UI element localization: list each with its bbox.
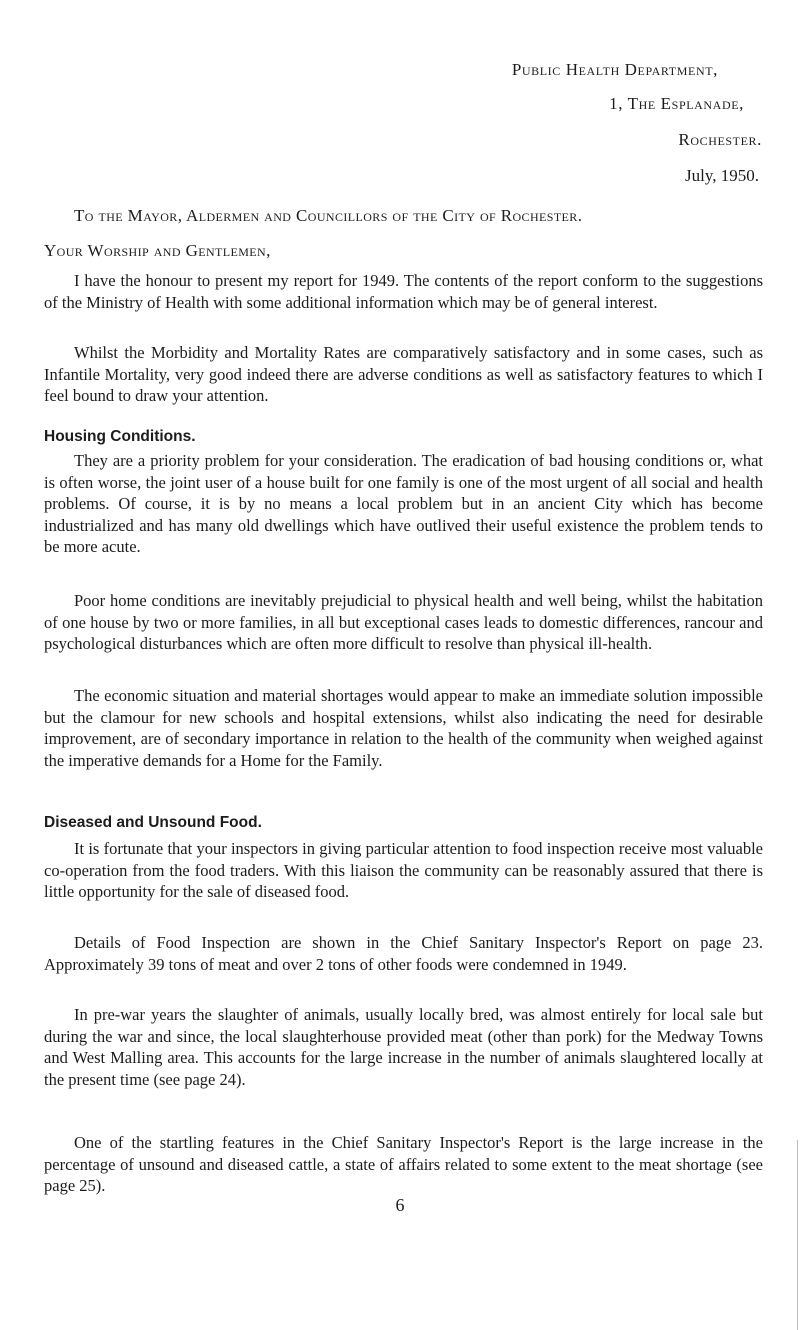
- food-paragraph-2: Details of Food Inspection are shown in the Chief Sanitary Inspector's Report on page 23. Approximately 39 tons of meat and over 2 tons of other foods were condemned in 1949.: [44, 933, 763, 974]
- addressee-line: To the Mayor, Aldermen and Councillors of the City of Rochester.: [74, 206, 583, 225]
- housing-paragraph-1: They are a priority problem for your consideration. The eradication of bad housing conditions or, what is often worse, the joint user of a house built for one family is one of the most urgent of all social and health problems. Of course, it is by no means a local problem but in an ancient City which has become industrialized and has many old dwellings which have outlived their useful existence the problem tends to be more acute.: [44, 451, 763, 556]
- food-heading: Diseased and Unsound Food.: [44, 814, 262, 831]
- food-paragraph-4: One of the startling features in the Chief Sanitary Inspector's Report is the large increase in the percentage of unsound and diseased cattle, a state of affairs related to some extent to the meat shortage (see page 25).: [44, 1133, 763, 1195]
- rates-paragraph: Whilst the Morbidity and Mortality Rates are comparatively satisfactory and in some cases, such as Infantile Mortality, very good indeed there are adverse conditions as well as satisfactory features to which I feel bound to draw your attention.: [44, 343, 763, 405]
- intro-paragraph: I have the honour to present my report for 1949. The contents of the report conform to the suggestions of the Ministry of Health with some additional information which may be of general interest.: [44, 271, 763, 312]
- food-paragraph-3: In pre-war years the slaughter of animals, usually locally bred, was almost entirely for local sale but during the war and since, the local slaughterhouse provided meat (other than pork) for the Medway Towns and West Malling area. This accounts for the large increase in the number of animals slaughtered locally at the present time (see page 24).: [44, 1005, 763, 1089]
- housing-paragraph-2: Poor home conditions are inevitably prejudicial to physical health and well being, whilst the habitation of one house by two or more families, in all but exceptional cases leads to domestic differences, rancour and psychological disturbances which are often more difficult to resolve than physical ill-health.: [44, 591, 763, 653]
- scan-edge-line: [797, 1140, 798, 1330]
- food-paragraph-1: It is fortunate that your inspectors in giving particular attention to food inspection receive most valuable co-operation from the food traders. With this liaison the community can be reasonably assured that there is little opportunity for the sale of diseased food.: [44, 839, 763, 901]
- housing-paragraph-3: The economic situation and material shortages would appear to make an immediate solution impossible but the clamour for new schools and hospital extensions, whilst also indicating the need for desirable improvement, are of secondary importance in relation to the health of the community when weighed against the imperative demands for a Home for the Family.: [44, 686, 763, 770]
- housing-heading: Housing Conditions.: [44, 428, 196, 445]
- page-number: 6: [395, 1195, 405, 1215]
- letter-date: July, 1950.: [685, 166, 759, 185]
- department-name: Public Health Department,: [511, 60, 718, 79]
- city-name: Rochester.: [678, 130, 762, 149]
- street-address: 1, The Esplanade,: [609, 94, 744, 113]
- greeting-line: Your Worship and Gentlemen,: [44, 241, 271, 260]
